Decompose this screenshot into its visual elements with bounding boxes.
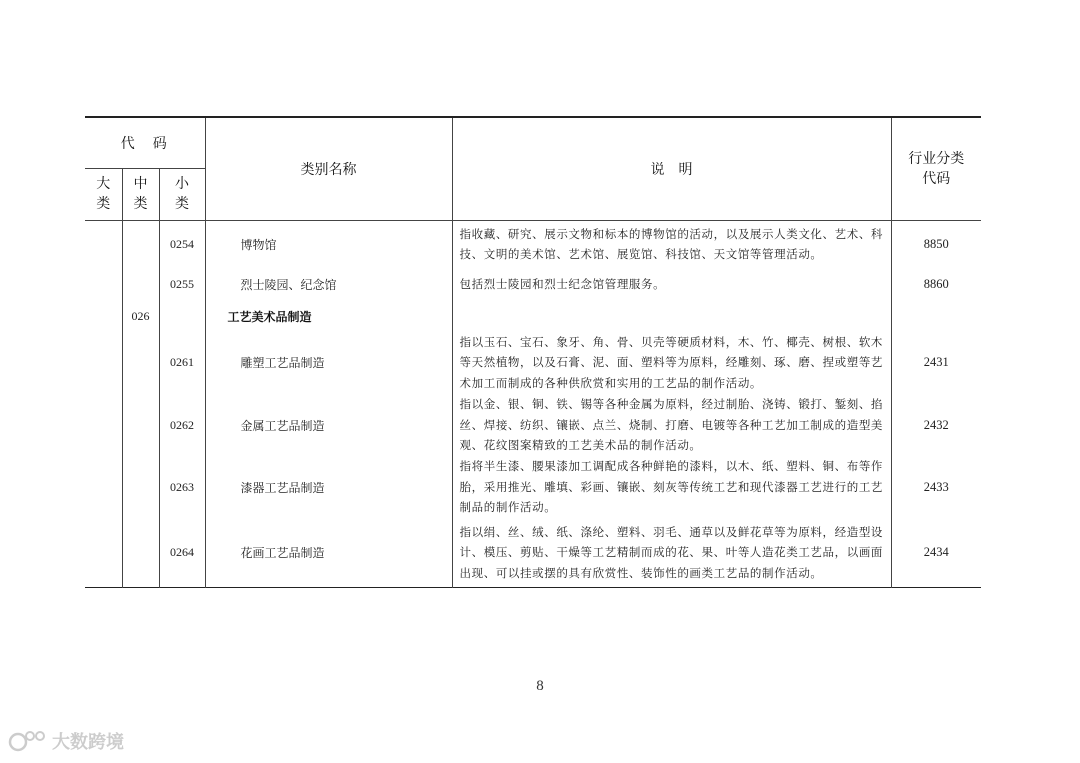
minor-code-cell: 0262 bbox=[159, 394, 205, 456]
table-row bbox=[85, 331, 981, 394]
minor-code-cell: 0261 bbox=[159, 331, 205, 394]
table-row bbox=[85, 456, 981, 518]
header-minor: 小 类 bbox=[159, 168, 205, 220]
industry-code-cell: 8860 bbox=[891, 268, 981, 301]
description-cell: 指以绢、丝、绒、纸、涤纶、塑料、羽毛、通草以及鲜花草等为原料，经造型设计、模压、剪贴、干燥等工艺精制而成的花、果、叶等人造花类工艺品，以画面出现、可以挂或摆的具有欣赏性、装饰性的画类工艺品的制作活动。 bbox=[452, 518, 891, 587]
header-category-name: 类别名称 bbox=[205, 117, 452, 220]
watermark-text: 大数跨境 bbox=[52, 732, 124, 753]
minor-code-cell: 0255 bbox=[159, 268, 205, 301]
industry-code-cell: 2434 bbox=[891, 518, 981, 587]
category-name-cell: 金属工艺品制造 bbox=[205, 394, 452, 456]
major-code-cell bbox=[85, 456, 122, 518]
middle-code-cell bbox=[122, 518, 159, 587]
table-row bbox=[85, 268, 981, 301]
description-cell: 包括烈士陵园和烈士纪念馆管理服务。 bbox=[452, 268, 891, 301]
major-code-cell bbox=[85, 394, 122, 456]
header-middle: 中 类 bbox=[122, 168, 159, 220]
major-code-cell bbox=[85, 331, 122, 394]
description-cell: 指将半生漆、腰果漆加工调配成各种鲜艳的漆料，以木、纸、塑料、铜、布等作胎，采用推光、雕填、彩画、镶嵌、刻灰等传统工艺和现代漆器工艺进行的工艺制品的制作活动。 bbox=[452, 456, 891, 518]
middle-code-cell bbox=[122, 394, 159, 456]
category-name-cell: 工艺美术品制造 bbox=[205, 301, 452, 331]
header-description: 说 明 bbox=[452, 117, 891, 220]
industry-code-cell bbox=[891, 301, 981, 331]
table-row bbox=[85, 394, 981, 456]
category-name-cell: 烈士陵园、纪念馆 bbox=[205, 268, 452, 301]
category-name-cell: 博物馆 bbox=[205, 220, 452, 268]
minor-code-cell: 0254 bbox=[159, 220, 205, 268]
description-cell bbox=[452, 301, 891, 331]
minor-code-cell bbox=[159, 301, 205, 331]
industry-code-cell: 2432 bbox=[891, 394, 981, 456]
middle-code-cell bbox=[122, 268, 159, 301]
middle-code-cell: 026 bbox=[122, 301, 159, 331]
major-code-cell bbox=[85, 518, 122, 587]
category-name-cell: 花画工艺品制造 bbox=[205, 518, 452, 587]
watermark-logo-icon bbox=[8, 728, 48, 754]
classification-table bbox=[85, 116, 981, 588]
major-code-cell bbox=[85, 220, 122, 268]
industry-code-cell: 2433 bbox=[891, 456, 981, 518]
watermark bbox=[8, 728, 124, 754]
major-code-cell bbox=[85, 268, 122, 301]
minor-code-cell: 0263 bbox=[159, 456, 205, 518]
major-code-cell bbox=[85, 301, 122, 331]
middle-code-cell bbox=[122, 331, 159, 394]
minor-code-cell: 0264 bbox=[159, 518, 205, 587]
table-row bbox=[85, 220, 981, 268]
header-code: 代 码 bbox=[85, 117, 205, 168]
description-cell: 指收藏、研究、展示文物和标本的博物馆的活动，以及展示人类文化、艺术、科技、文明的美术馆、艺术馆、展览馆、科技馆、天文馆等管理活动。 bbox=[452, 220, 891, 268]
category-name-cell: 漆器工艺品制造 bbox=[205, 456, 452, 518]
header-row-top bbox=[85, 117, 981, 168]
industry-code-cell: 8850 bbox=[891, 220, 981, 268]
description-cell: 指以玉石、宝石、象牙、角、骨、贝壳等硬质材料，木、竹、椰壳、树根、软木等天然植物，以及石膏、泥、面、塑料等为原料，经雕刻、琢、磨、捏或塑等艺术加工而制成的各种供欣赏和实用的工艺品的制作活动。 bbox=[452, 331, 891, 394]
table-row bbox=[85, 518, 981, 587]
category-name-cell: 雕塑工艺品制造 bbox=[205, 331, 452, 394]
table-row bbox=[85, 301, 981, 331]
header-major: 大 类 bbox=[96, 176, 111, 212]
page-number: 8 bbox=[536, 678, 544, 694]
middle-code-cell bbox=[122, 220, 159, 268]
header-industry-code: 行业分类 代码 bbox=[891, 117, 981, 220]
industry-code-cell: 2431 bbox=[891, 331, 981, 394]
description-cell: 指以金、银、铜、铁、锡等各种金属为原料，经过制胎、浇铸、锻打、錾刻、掐丝、焊接、纺织、镶嵌、点兰、烧制、打磨、电镀等各种工艺加工制成的造型美观、花纹图案精致的工艺美术品的制作活动。 bbox=[452, 394, 891, 456]
middle-code-cell bbox=[122, 456, 159, 518]
